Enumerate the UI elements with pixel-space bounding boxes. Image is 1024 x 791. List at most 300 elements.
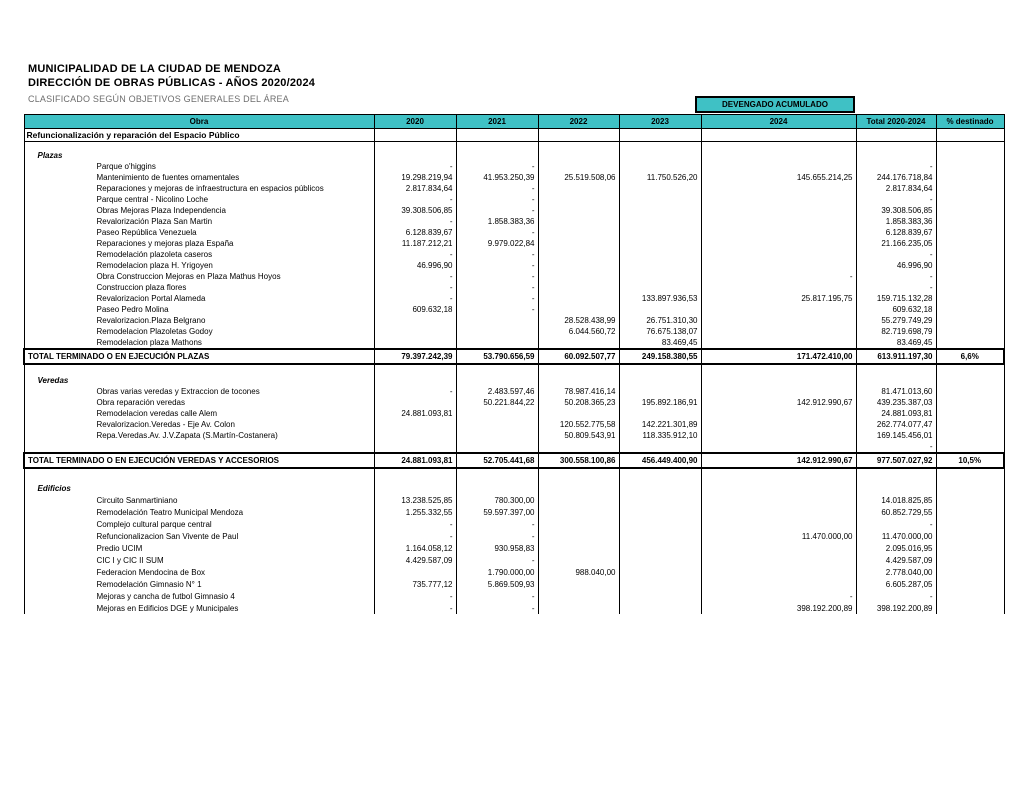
value-cell: -: [856, 249, 936, 260]
label-cell: Refuncionalización y reparación del Espacio Público: [24, 129, 374, 142]
label-cell: Remodelación Gimnasio N° 1: [24, 578, 374, 590]
table-row: [24, 238, 1004, 249]
pct-cell: [936, 566, 1004, 578]
value-cell: -: [456, 249, 538, 260]
value-cell: 159.715.132,28: [856, 293, 936, 304]
value-cell: [456, 441, 538, 453]
value-cell: [701, 408, 856, 419]
value-cell: 1.164.058,12: [374, 542, 456, 554]
value-cell: 24.881.093,81: [374, 408, 456, 419]
value-cell: [619, 494, 701, 506]
value-cell: [619, 566, 701, 578]
org-title: MUNICIPALIDAD DE LA CIUDAD DE MENDOZA: [28, 63, 282, 75]
value-cell: 1.255.332,55: [374, 506, 456, 518]
label-cell: Mantenimiento de fuentes ornamentales: [24, 172, 374, 183]
spacer-row: [24, 142, 1004, 151]
value-cell: [538, 238, 619, 249]
value-cell: [456, 430, 538, 441]
table-row: [24, 506, 1004, 518]
value-cell: 28.528.438,99: [538, 315, 619, 326]
value-cell: 82.719.698,79: [856, 326, 936, 337]
value-cell: -: [456, 530, 538, 542]
value-cell: 133.897.936,53: [619, 293, 701, 304]
label-cell: Predio UCIM: [24, 542, 374, 554]
value-cell: 609.632,18: [374, 304, 456, 315]
dept-title: DIRECCIÓN DE OBRAS PÚBLICAS - AÑOS 2020/2024: [28, 77, 316, 89]
table-row: [24, 216, 1004, 227]
label-cell: Remodelacion plaza H. Yrigoyen: [24, 260, 374, 271]
table-row: [24, 602, 1004, 614]
value-cell: [619, 129, 701, 142]
value-cell: [538, 249, 619, 260]
label-cell: Federacion Mendocina de Box: [24, 566, 374, 578]
value-cell: [701, 249, 856, 260]
value-cell: [701, 337, 856, 349]
label-cell: Refuncionalizacion San Vivente de Paul: [24, 530, 374, 542]
label-cell: Reparaciones y mejoras plaza España: [24, 238, 374, 249]
pct-cell: [936, 494, 1004, 506]
label-cell: Obras varias veredas y Extraccion de tocones: [24, 386, 374, 397]
table-row: [24, 408, 1004, 419]
value-cell: [619, 506, 701, 518]
value-cell: [538, 408, 619, 419]
value-cell: [456, 483, 538, 494]
value-cell: [538, 542, 619, 554]
value-cell: [538, 150, 619, 161]
table-row: [24, 315, 1004, 326]
value-cell: [619, 249, 701, 260]
value-cell: [538, 282, 619, 293]
value-cell: [374, 315, 456, 326]
pct-cell: [936, 172, 1004, 183]
pct-cell: [936, 483, 1004, 494]
value-cell: [456, 468, 538, 483]
table-row: [24, 530, 1004, 542]
value-cell: [701, 129, 856, 142]
label-cell: Mejoras en Edificios DGE y Municipales: [24, 602, 374, 614]
value-cell: 4.429.587,09: [856, 554, 936, 566]
value-cell: [538, 194, 619, 205]
value-cell: [619, 408, 701, 419]
value-cell: [701, 578, 856, 590]
value-cell: 78.987.416,14: [538, 386, 619, 397]
label-cell: Parque o'higgins: [24, 161, 374, 172]
value-cell: 19.298.219,94: [374, 172, 456, 183]
classification-subtitle: CLASIFICADO SEGÚN OBJETIVOS GENERALES DEL ÁREA: [28, 94, 289, 104]
value-cell: [374, 375, 456, 386]
value-cell: 2.817.834,64: [374, 183, 456, 194]
value-cell: -: [856, 161, 936, 172]
value-cell: 60.092.507,77: [538, 349, 619, 364]
value-cell: -: [456, 227, 538, 238]
pct-cell: [936, 518, 1004, 530]
value-cell: 55.279.749,29: [856, 315, 936, 326]
value-cell: [701, 150, 856, 161]
value-cell: 24.881.093,81: [856, 408, 936, 419]
value-cell: [701, 375, 856, 386]
value-cell: 6.128.839,67: [374, 227, 456, 238]
value-cell: [538, 578, 619, 590]
value-cell: -: [456, 205, 538, 216]
value-cell: [619, 282, 701, 293]
value-cell: 1.858.383,36: [856, 216, 936, 227]
value-cell: -: [456, 590, 538, 602]
table-row: [24, 326, 1004, 337]
pct-cell: [936, 364, 1004, 375]
table-row: [24, 161, 1004, 172]
value-cell: [856, 364, 936, 375]
value-cell: [374, 430, 456, 441]
value-cell: 6.044.560,72: [538, 326, 619, 337]
table-row: [24, 172, 1004, 183]
report-header: [28, 62, 315, 104]
table-row: [24, 566, 1004, 578]
value-cell: [374, 468, 456, 483]
pct-cell: [936, 602, 1004, 614]
column-header: 2020: [374, 115, 456, 129]
value-cell: [701, 161, 856, 172]
value-cell: [456, 364, 538, 375]
value-cell: [701, 430, 856, 441]
pct-cell: [936, 315, 1004, 326]
value-cell: [856, 129, 936, 142]
label-cell: Obra Construccion Mejoras en Plaza Mathus Hoyos: [24, 271, 374, 282]
value-cell: 2.483.597,46: [456, 386, 538, 397]
value-cell: [456, 315, 538, 326]
value-cell: 735.777,12: [374, 578, 456, 590]
value-cell: 52.705.441,68: [456, 453, 538, 468]
value-cell: -: [456, 554, 538, 566]
pct-cell: [936, 183, 1004, 194]
pct-cell: [936, 249, 1004, 260]
value-cell: [619, 205, 701, 216]
pct-cell: [936, 194, 1004, 205]
pct-cell: [936, 150, 1004, 161]
value-cell: 1.790.000,00: [456, 566, 538, 578]
value-cell: 244.176.718,84: [856, 172, 936, 183]
label-cell: Parque central - Nicolino Loche: [24, 194, 374, 205]
label-cell: Revalorización Plaza San Martin: [24, 216, 374, 227]
value-cell: [456, 326, 538, 337]
value-cell: [538, 518, 619, 530]
value-cell: [856, 142, 936, 151]
value-cell: 1.858.383,36: [456, 216, 538, 227]
value-cell: [619, 142, 701, 151]
value-cell: 76.675.138,07: [619, 326, 701, 337]
pct-cell: [936, 129, 1004, 142]
value-cell: -: [456, 260, 538, 271]
value-cell: [619, 375, 701, 386]
column-header: 2021: [456, 115, 538, 129]
value-cell: [701, 183, 856, 194]
value-cell: [701, 419, 856, 430]
table-row: [24, 430, 1004, 441]
value-cell: 60.852.729,55: [856, 506, 936, 518]
value-cell: 249.158.380,55: [619, 349, 701, 364]
value-cell: [374, 142, 456, 151]
value-cell: [701, 364, 856, 375]
value-cell: 13.238.525,85: [374, 494, 456, 506]
value-cell: [701, 468, 856, 483]
value-cell: [619, 554, 701, 566]
spacer-row: [24, 364, 1004, 375]
label-cell: Construccion plaza flores: [24, 282, 374, 293]
value-cell: [456, 337, 538, 349]
value-cell: [538, 227, 619, 238]
label-cell: [24, 142, 374, 151]
group-label-row: [24, 375, 1004, 386]
value-cell: 300.558.100,86: [538, 453, 619, 468]
value-cell: [619, 150, 701, 161]
value-cell: [701, 260, 856, 271]
column-header: Total 2020-2024: [856, 115, 936, 129]
value-cell: 26.751.310,30: [619, 315, 701, 326]
value-cell: 988.040,00: [538, 566, 619, 578]
pct-cell: [936, 441, 1004, 453]
table-row: [24, 282, 1004, 293]
value-cell: [374, 150, 456, 161]
value-cell: [538, 260, 619, 271]
total-row: [24, 349, 1004, 364]
value-cell: [619, 578, 701, 590]
pct-cell: [936, 304, 1004, 315]
value-cell: 2.778.040,00: [856, 566, 936, 578]
value-cell: [619, 530, 701, 542]
pct-cell: [936, 142, 1004, 151]
pct-cell: [936, 205, 1004, 216]
value-cell: -: [701, 590, 856, 602]
value-cell: [374, 326, 456, 337]
value-cell: -: [374, 216, 456, 227]
value-cell: [538, 590, 619, 602]
pct-cell: [936, 293, 1004, 304]
value-cell: [619, 271, 701, 282]
column-header: 2024: [701, 115, 856, 129]
value-cell: [701, 326, 856, 337]
pct-cell: [936, 386, 1004, 397]
value-cell: 398.192.200,89: [856, 602, 936, 614]
label-cell: Edificios: [24, 483, 374, 494]
column-header: Obra: [24, 115, 374, 129]
label-cell: Remodelacion plaza Mathons: [24, 337, 374, 349]
value-cell: 39.308.506,85: [374, 205, 456, 216]
pct-cell: [936, 375, 1004, 386]
value-cell: 81.471.013,60: [856, 386, 936, 397]
pct-cell: [936, 238, 1004, 249]
value-cell: -: [456, 183, 538, 194]
table-row: [24, 293, 1004, 304]
value-cell: [538, 554, 619, 566]
value-cell: 59.597.397,00: [456, 506, 538, 518]
value-cell: [701, 506, 856, 518]
value-cell: [701, 483, 856, 494]
value-cell: -: [856, 441, 936, 453]
value-cell: -: [374, 518, 456, 530]
table-row: [24, 386, 1004, 397]
value-cell: [456, 408, 538, 419]
value-cell: [619, 227, 701, 238]
value-cell: -: [856, 282, 936, 293]
pct-cell: [936, 408, 1004, 419]
value-cell: 14.018.825,85: [856, 494, 936, 506]
value-cell: -: [374, 194, 456, 205]
value-cell: -: [374, 282, 456, 293]
label-cell: [24, 441, 374, 453]
value-cell: [701, 566, 856, 578]
value-cell: 6.605.287,05: [856, 578, 936, 590]
value-cell: [538, 205, 619, 216]
pct-cell: [936, 216, 1004, 227]
value-cell: 11.470.000,00: [856, 530, 936, 542]
value-cell: [701, 518, 856, 530]
value-cell: [856, 375, 936, 386]
value-cell: [538, 494, 619, 506]
label-cell: Remodelación plazoleta caseros: [24, 249, 374, 260]
value-cell: -: [374, 249, 456, 260]
label-cell: CIC I y CIC II SUM: [24, 554, 374, 566]
value-cell: 83.469,45: [619, 337, 701, 349]
value-cell: [619, 216, 701, 227]
value-cell: [538, 271, 619, 282]
pct-cell: [936, 161, 1004, 172]
value-cell: 195.892.186,91: [619, 397, 701, 408]
table-row: [24, 249, 1004, 260]
label-cell: Obras Mejoras Plaza Independencia: [24, 205, 374, 216]
value-cell: 169.145.456,01: [856, 430, 936, 441]
value-cell: 50.208.365,23: [538, 397, 619, 408]
label-cell: Obra reparación veredas: [24, 397, 374, 408]
column-header: 2023: [619, 115, 701, 129]
value-cell: [538, 304, 619, 315]
pct-cell: [936, 271, 1004, 282]
value-cell: 50.809.543,91: [538, 430, 619, 441]
value-cell: [619, 238, 701, 249]
value-cell: 120.552.775,58: [538, 419, 619, 430]
value-cell: [619, 542, 701, 554]
pct-cell: [936, 337, 1004, 349]
value-cell: 977.507.027,92: [856, 453, 936, 468]
value-cell: -: [456, 602, 538, 614]
value-cell: 171.472.410,00: [701, 349, 856, 364]
value-cell: [701, 227, 856, 238]
pct-cell: [936, 260, 1004, 271]
value-cell: [619, 518, 701, 530]
value-cell: -: [456, 518, 538, 530]
value-cell: [619, 441, 701, 453]
pct-cell: [936, 227, 1004, 238]
pct-cell: [936, 590, 1004, 602]
value-cell: [374, 337, 456, 349]
value-cell: [374, 129, 456, 142]
label-cell: Paseo Pedro Molina: [24, 304, 374, 315]
value-cell: [456, 129, 538, 142]
value-cell: 24.881.093,81: [374, 453, 456, 468]
value-cell: [701, 194, 856, 205]
pct-cell: 6,6%: [936, 349, 1004, 364]
label-cell: Veredas: [24, 375, 374, 386]
label-cell: Revalorizacion.Veredas - Eje Av. Colon: [24, 419, 374, 430]
value-cell: [619, 194, 701, 205]
pct-cell: [936, 554, 1004, 566]
value-cell: [538, 129, 619, 142]
value-cell: [538, 530, 619, 542]
value-cell: [701, 315, 856, 326]
pct-cell: [936, 530, 1004, 542]
table-row: [24, 590, 1004, 602]
value-cell: [538, 375, 619, 386]
value-cell: [538, 293, 619, 304]
value-cell: [619, 364, 701, 375]
value-cell: [701, 216, 856, 227]
value-cell: [619, 304, 701, 315]
value-cell: -: [456, 161, 538, 172]
label-cell: Mejoras y cancha de futbol Gimnasio 4: [24, 590, 374, 602]
pct-cell: [936, 542, 1004, 554]
value-cell: 930.958,83: [456, 542, 538, 554]
pct-cell: [936, 419, 1004, 430]
column-header: 2022: [538, 115, 619, 129]
value-cell: 5.869.509,93: [456, 578, 538, 590]
value-cell: 46.996,90: [374, 260, 456, 271]
label-cell: Remodelacion veredas calle Alem: [24, 408, 374, 419]
value-cell: [374, 364, 456, 375]
value-cell: [856, 468, 936, 483]
value-cell: -: [374, 602, 456, 614]
value-cell: 2.817.834,64: [856, 183, 936, 194]
table-row: [24, 227, 1004, 238]
table-row: [24, 419, 1004, 430]
value-cell: [701, 142, 856, 151]
value-cell: -: [456, 282, 538, 293]
pct-cell: 10,5%: [936, 453, 1004, 468]
value-cell: [538, 483, 619, 494]
value-cell: [701, 554, 856, 566]
value-cell: 142.912.990,67: [701, 453, 856, 468]
value-cell: [701, 205, 856, 216]
value-cell: -: [856, 590, 936, 602]
value-cell: [538, 142, 619, 151]
value-cell: 4.429.587,09: [374, 554, 456, 566]
value-cell: 21.166.235,05: [856, 238, 936, 249]
value-cell: 142.912.990,67: [701, 397, 856, 408]
value-cell: 2.095.016,95: [856, 542, 936, 554]
value-cell: [374, 483, 456, 494]
value-cell: 11.750.526,20: [619, 172, 701, 183]
value-cell: 11.470.000,00: [701, 530, 856, 542]
table-row: [24, 397, 1004, 408]
value-cell: 25.519.508,06: [538, 172, 619, 183]
value-cell: [701, 304, 856, 315]
value-cell: [619, 161, 701, 172]
value-cell: [538, 161, 619, 172]
value-cell: 142.221.301,89: [619, 419, 701, 430]
value-cell: 11.187.212,21: [374, 238, 456, 249]
value-cell: [538, 183, 619, 194]
table-row: [24, 205, 1004, 216]
value-cell: [619, 468, 701, 483]
works-table: [23, 114, 1005, 614]
value-cell: -: [456, 293, 538, 304]
value-cell: [538, 216, 619, 227]
value-cell: -: [856, 194, 936, 205]
value-cell: -: [701, 271, 856, 282]
table-row: [24, 194, 1004, 205]
label-cell: Remodelación Teatro Municipal Mendoza: [24, 506, 374, 518]
value-cell: [701, 441, 856, 453]
table-row: [24, 494, 1004, 506]
value-cell: 609.632,18: [856, 304, 936, 315]
pct-cell: [936, 578, 1004, 590]
